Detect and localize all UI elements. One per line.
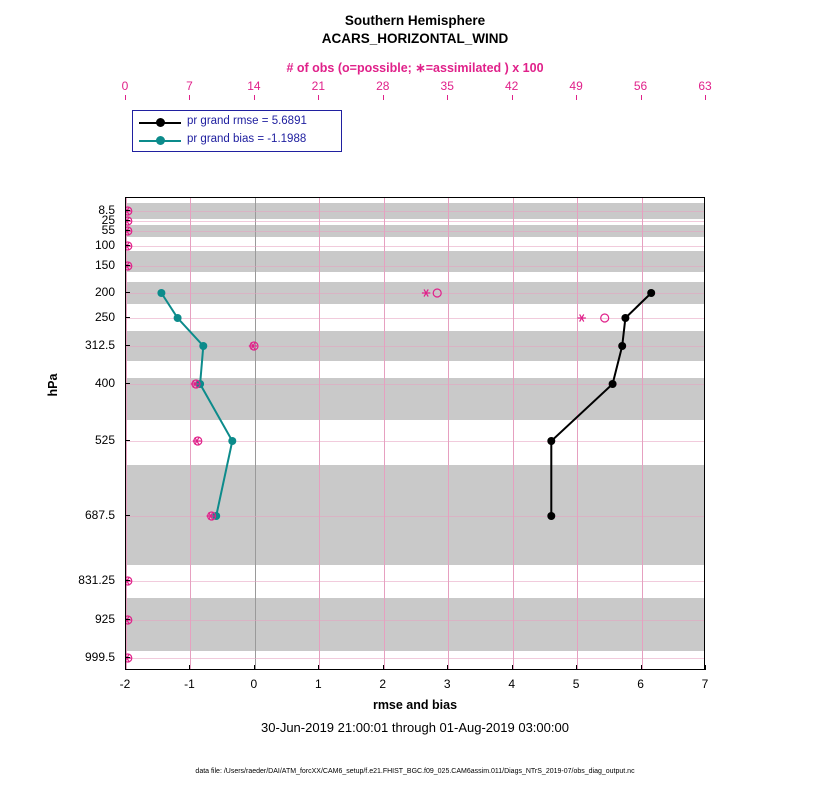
y-tick-label: 250: [94, 310, 115, 324]
obs-possible-marker: [433, 289, 441, 297]
series-marker: [547, 437, 555, 445]
y-tick-label: 150: [94, 258, 115, 272]
top-x-tick-mark: [254, 95, 255, 100]
x-tick-mark: [254, 665, 255, 670]
date-range-caption: 30-Jun-2019 21:00:01 through 01-Aug-2019 03:00:00: [261, 720, 569, 735]
x-tick-label: -1: [184, 677, 195, 691]
top-x-tick-label: 63: [698, 79, 712, 93]
top-x-tick-label: 0: [121, 79, 129, 93]
x-tick-mark: [125, 665, 126, 670]
x-tick-label: 1: [314, 677, 322, 691]
top-x-tick-mark: [318, 95, 319, 100]
title-line-1: Southern Hemisphere: [344, 13, 486, 28]
obs-assimilated-marker: [578, 314, 586, 321]
y-axis-label: hPa: [46, 373, 60, 397]
x-tick-mark: [318, 665, 319, 670]
y-tick-label: 25: [101, 213, 115, 227]
top-x-tick-mark: [512, 95, 513, 100]
y-tick-mark: [125, 292, 130, 293]
top-x-tick-label: 56: [633, 79, 648, 93]
series-marker: [647, 289, 655, 297]
chart-title: [0, 12, 830, 48]
y-tick-mark: [125, 657, 130, 658]
y-tick-label: 831.25: [78, 573, 115, 587]
top-x-tick-label: 42: [504, 79, 519, 93]
legend-marker-rmse: [156, 118, 165, 127]
series-marker: [174, 314, 182, 322]
x-tick-mark: [383, 665, 384, 670]
y-tick-label: 312.5: [84, 338, 115, 352]
top-x-tick-label: 14: [247, 79, 261, 93]
y-tick-label: 687.5: [84, 508, 115, 522]
series-marker: [621, 314, 629, 322]
x-tick-mark: [641, 665, 642, 670]
x-tick-mark: [512, 665, 513, 670]
y-tick-label: 925: [94, 612, 115, 626]
legend-item-bias: [133, 131, 341, 151]
top-x-tick-label: 35: [440, 79, 454, 93]
x-tick-label: 3: [443, 677, 451, 691]
x-tick-label: 0: [250, 677, 258, 691]
x-tick-label: 5: [572, 677, 580, 691]
legend: [132, 110, 342, 152]
top-x-tick-mark: [383, 95, 384, 100]
series-marker: [618, 342, 626, 350]
top-x-tick-label: 7: [186, 79, 193, 93]
plot-area: [125, 197, 705, 670]
series-marker: [547, 512, 555, 520]
title-line-2: ACARS_HORIZONTAL_WIND: [321, 31, 509, 46]
legend-label-rmse: pr grand rmse = 5.6891: [187, 115, 307, 127]
obs-possible-marker: [601, 314, 609, 322]
top-x-tick-mark: [705, 95, 706, 100]
legend-item-rmse: [133, 113, 341, 133]
y-tick-label: 999.5: [84, 650, 115, 664]
x-tick-label: 6: [637, 677, 644, 691]
y-tick-label: 525: [94, 433, 115, 447]
top-x-tick-mark: [576, 95, 577, 100]
y-tick-mark: [125, 440, 130, 441]
x-tick-label: 4: [508, 677, 515, 691]
series-marker: [199, 342, 207, 350]
y-tick-mark: [125, 265, 130, 266]
series-line-rmse: [551, 293, 651, 516]
series-line-bias: [161, 293, 232, 516]
y-tick-mark: [125, 245, 130, 246]
obs-assimilated-marker: [422, 289, 430, 296]
data-file-caption: data file: /Users/raeder/DAI/ATM_forcXX/CAM6_setup/f.e21.FHIST_BGC.f09_025.CAM6assim.011/Diags_NTrS_2019-07/obs_diag_output.nc: [195, 768, 635, 775]
top-x-tick-mark: [125, 95, 126, 100]
y-tick-label: 8.5: [98, 203, 115, 217]
series-marker: [228, 437, 236, 445]
y-tick-mark: [125, 383, 130, 384]
top-x-tick-mark: [189, 95, 190, 100]
x-axis-label: rmse and bias: [372, 698, 458, 712]
y-tick-mark: [125, 220, 130, 221]
series-overlay: [126, 198, 705, 670]
y-tick-mark: [125, 619, 130, 620]
x-tick-mark: [447, 665, 448, 670]
y-tick-label: 200: [94, 285, 115, 299]
legend-label-bias: pr grand bias = -1.1988: [187, 133, 307, 145]
top-x-tick-label: 28: [376, 79, 390, 93]
legend-marker-bias: [156, 136, 165, 145]
series-marker: [609, 380, 617, 388]
y-tick-mark: [125, 580, 130, 581]
y-tick-mark: [125, 515, 130, 516]
x-tick-label: 7: [701, 677, 709, 691]
top-x-tick-mark: [641, 95, 642, 100]
y-tick-mark: [125, 317, 130, 318]
y-tick-label: 400: [94, 376, 115, 390]
x-tick-label: -2: [119, 677, 131, 691]
top-x-tick-label: 21: [311, 79, 326, 93]
x-tick-label: 2: [379, 677, 387, 691]
y-tick-mark: [125, 230, 130, 231]
y-tick-label: 55: [101, 223, 115, 237]
y-tick-label: 100: [94, 238, 115, 252]
y-tick-mark: [125, 345, 130, 346]
x-tick-mark: [576, 665, 577, 670]
x-tick-mark: [189, 665, 190, 670]
y-tick-mark: [125, 210, 130, 211]
top-x-tick-label: 49: [569, 79, 583, 93]
top-x-tick-mark: [447, 95, 448, 100]
top-axis-label: # of obs (o=possible; ∗=assimilated ) x 100: [286, 61, 544, 75]
series-marker: [157, 289, 165, 297]
x-tick-mark: [705, 665, 706, 670]
